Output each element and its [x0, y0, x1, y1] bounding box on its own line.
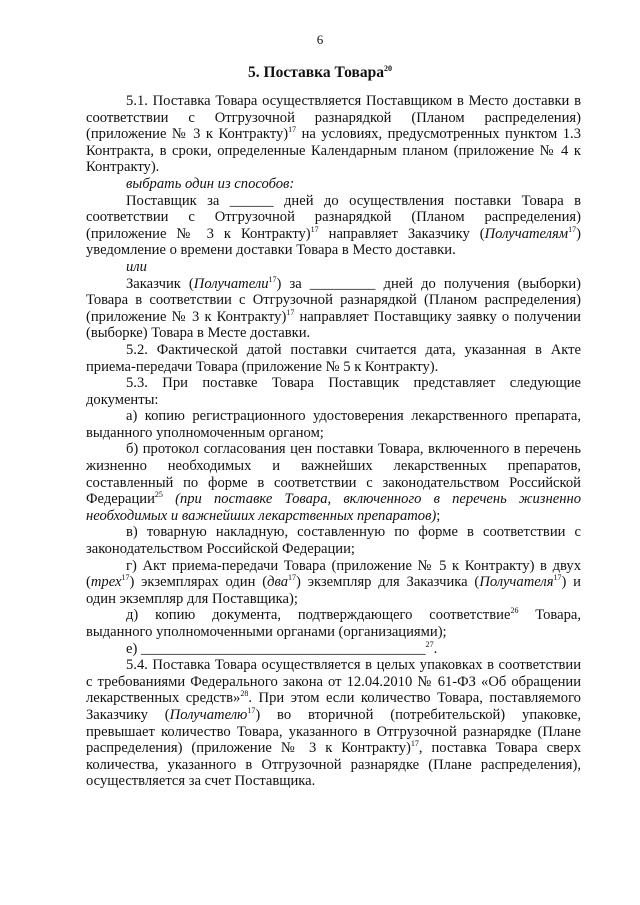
- item-e: [86, 641, 581, 658]
- option-customer: [86, 276, 581, 342]
- text: Заказчик (: [126, 275, 194, 292]
- footnote-ref: 20: [383, 64, 392, 73]
- text: ) за _________ дней до получения (выборки) Товара в соответствии с Отгрузочной разнарядкой (Планом распределения) (приложение № 3 к Контракту): [86, 275, 581, 325]
- italic-text: два: [267, 574, 289, 591]
- section-title-text: 5. Поставка Товара: [248, 64, 384, 81]
- item-b: [86, 441, 581, 524]
- text: , поставка Товара сверх количества, указанного в Отгрузочной разнарядке (Плане распределения), осуществляется за счет Поставщика.: [86, 740, 581, 790]
- or-note: или: [126, 258, 147, 275]
- text: ) экземплярах один (: [129, 574, 268, 591]
- text: .: [433, 640, 438, 657]
- footnote-ref: 17: [286, 307, 295, 317]
- page-number: 6: [316, 32, 324, 47]
- footnote-ref: 26: [510, 606, 519, 616]
- footnote-ref: 17: [568, 224, 577, 234]
- text: Товара, выданного уполномоченными органами (организациями);: [86, 607, 581, 640]
- footnote-ref: 25: [154, 490, 163, 500]
- italic-text: трех: [90, 574, 122, 591]
- text: ;: [436, 507, 441, 524]
- footnote-ref: 28: [240, 689, 249, 699]
- item-g: [86, 558, 581, 608]
- text: направляет Поставщику заявку о получении (выборке) Товара в Месте доставки.: [86, 308, 581, 342]
- text: б) протокол согласования цен поставки Товара, включенного в перечень жизненно необходимых и важнейших лекарственных препаратов, составленный по форме в соответствии с законодательством Российской Федерации: [86, 441, 581, 508]
- italic-text: Получателю: [169, 706, 248, 723]
- text: Поставщик за ______ дней до осуществления поставки Товара в соответствии с Отгрузочной разнарядкой (Планом распределения) (приложение № 3 к Контракту): [86, 192, 581, 242]
- option-supplier: [86, 193, 581, 259]
- text: д) копию документа, подтверждающего соответствие: [126, 607, 511, 624]
- footnote-ref: 17: [121, 573, 130, 583]
- footnote-ref: 17: [288, 573, 297, 583]
- text: е) _______________________________________: [126, 640, 426, 657]
- item-a: а) копию регистрационного удостоверения лекарственного препарата, выданного уполномоченным органом;: [86, 408, 581, 441]
- italic-text: Получателя: [479, 574, 554, 591]
- clause-5-2: 5.2. Фактической датой поставки считается дата, указанная в Акте приема-передачи Товара (приложение № 5 к Контракту).: [86, 341, 581, 375]
- footnote-ref: 27: [425, 639, 434, 649]
- clause-5-4: [86, 657, 581, 790]
- footnote-ref: 17: [553, 573, 562, 583]
- text: 5.4. Поставка Товара осуществляется в целых упаковках в соответствии с требованиями Федерального закона от 12.04.2010 № 61-ФЗ «Об обращении лекарственных средств»: [86, 657, 581, 707]
- text: 5.1. Поставка Товара осуществляется Поставщиком в Место доставки в соответствии с Отгрузочной разнарядкой (Планом распределения) (приложение № 3 к Контракту): [86, 93, 581, 143]
- footnote-ref: 17: [247, 705, 256, 715]
- item-d: [86, 607, 581, 640]
- text: ) экземпляр для Заказчика (: [296, 574, 480, 591]
- text: г) Акт приема-передачи Товара (приложение № 5 к Контракту) в двух (: [86, 557, 581, 591]
- document-body: [86, 93, 581, 790]
- text: ) уведомление о времени доставки Товара в Место доставки.: [86, 225, 581, 259]
- section-title: [0, 65, 640, 82]
- footnote-ref: 17: [288, 125, 297, 135]
- footnote-ref: 17: [310, 224, 319, 234]
- text: ) и один экземпляр для Поставщика);: [86, 574, 581, 607]
- italic-text: Получателям: [484, 225, 569, 242]
- text: . При этом если количество Товара, поставляемого Заказчику (: [86, 690, 581, 723]
- text: направляет Заказчику (: [318, 225, 485, 242]
- footnote-ref: 17: [410, 739, 419, 749]
- footnote-ref: 17: [268, 274, 277, 284]
- italic-text: Получатели: [193, 275, 269, 292]
- clause-5-3: 5.3. При поставке Товара Поставщик представляет следующие документы:: [86, 375, 581, 408]
- italic-text: (при поставке Товара, включенного в перечень жизненно необходимых и важнейших лекарственных препаратов): [86, 491, 581, 524]
- clause-5-1: [86, 93, 581, 176]
- item-v: в) товарную накладную, составленную по форме в соответствии с законодательством Российской Федерации;: [86, 524, 581, 558]
- choose-note: выбрать один из способов:: [126, 175, 295, 192]
- text: ) во вторичной (потребительской) упаковке, превышает количество Товара, указанного в Отгрузочной разнарядке (Плане распределения) (приложение № 3 к Контракту): [86, 706, 581, 757]
- text: на условиях, предусмотренных пунктом 1.3 Контракта, в сроки, определенные Календарным планом (приложение № 4 к Контракту).: [86, 126, 581, 176]
